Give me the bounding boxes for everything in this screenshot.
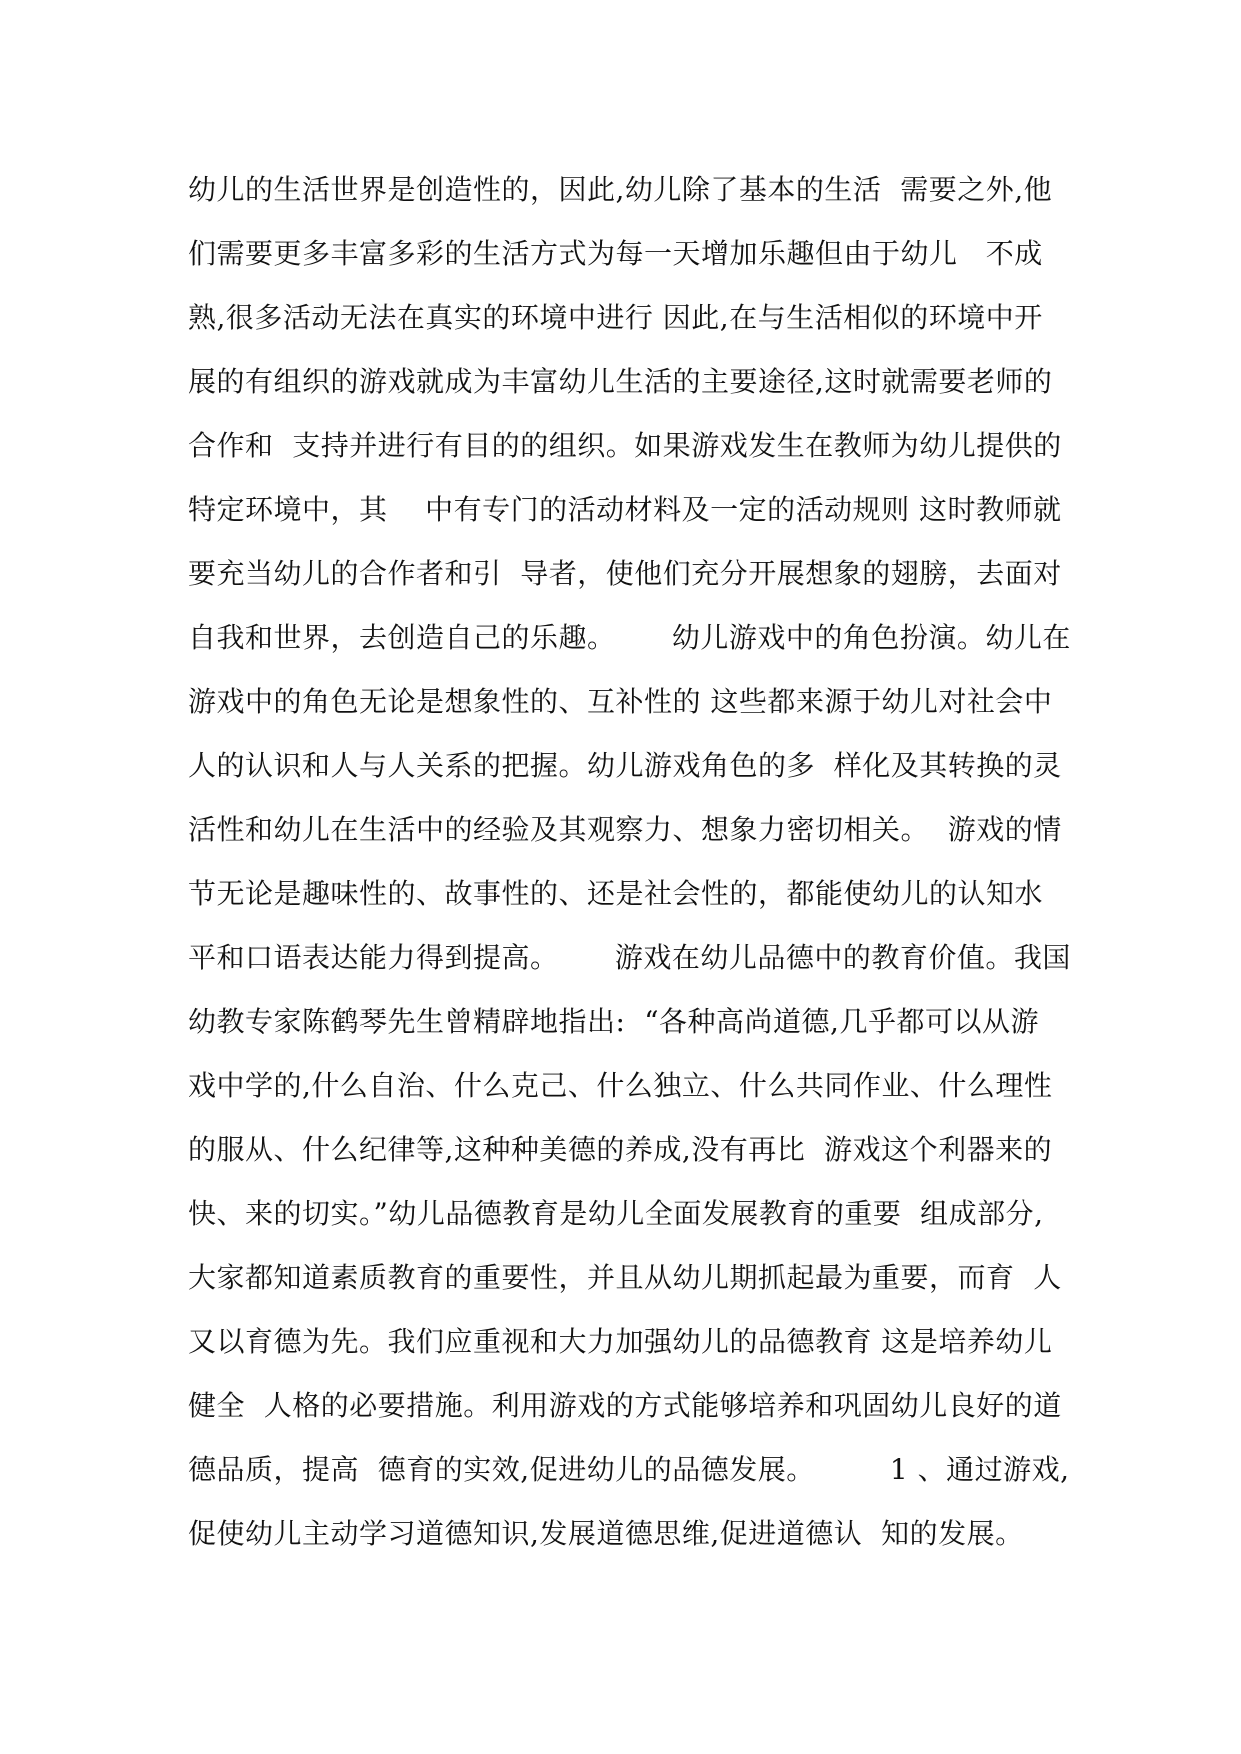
text-line: 大家都知道素质教育的重要性，并且从幼儿期抓起最为重要，而育 人 (188, 1261, 1062, 1294)
text-line: 幼儿的生活世界是创造性的，因此,幼儿除了基本的生活 需要之外,他 (188, 173, 1053, 206)
text-line: 人的认识和人与人关系的把握。幼儿游戏角色的多 样化及其转换的灵 (188, 749, 1062, 782)
text-line: 要充当幼儿的合作者和引 导者，使他们充分开展想象的翅膀，去面对 (188, 557, 1062, 590)
text-line: 又以育德为先。我们应重视和大力加强幼儿的品德教育 这是培养幼儿 (188, 1325, 1053, 1358)
text-line: 合作和 支持并进行有目的的组织。如果游戏发生在教师为幼儿提供的 (188, 429, 1062, 462)
text-line: 健全 人格的必要措施。利用游戏的方式能够培养和巩固幼儿良好的道 (188, 1389, 1062, 1422)
text-line: 德品质，提高 德育的实效,促进幼儿的品德发展。 1 、通过游戏, (188, 1453, 1070, 1486)
text-line: 的服从、什么纪律等,这种种美德的养成,没有再比 游戏这个利器来的 (188, 1133, 1053, 1166)
text-line: 节无论是趣味性的、故事性的、还是社会性的，都能使幼儿的认知水 (188, 877, 1044, 910)
text-line: 活性和幼儿在生活中的经验及其观察力、想象力密切相关。 游戏的情 (188, 813, 1062, 846)
text-line: 幼教专家陈鹤琴先生曾精辟地指出: “各种高尚道德,几乎都可以从游 (188, 1005, 1039, 1038)
body-text (188, 158, 1088, 1566)
text-line: 展的有组织的游戏就成为丰富幼儿生活的主要途径,这时就需要老师的 (188, 365, 1053, 398)
text-line: 快、来的切实。”幼儿品德教育是幼儿全面发展教育的重要 组成部分, (188, 1197, 1044, 1230)
text-line: 特定环境中，其 中有专门的活动材料及一定的活动规则 这时教师就 (188, 493, 1062, 526)
text-line: 熟,很多活动无法在真实的环境中进行 因此,在与生活相似的环境中开 (188, 301, 1043, 334)
text-line: 平和口语表达能力得到提高。 游戏在幼儿品德中的教育价值。我国 (188, 941, 1071, 974)
text-line: 自我和世界，去创造自己的乐趣。 幼儿游戏中的角色扮演。幼儿在 (188, 621, 1071, 654)
text-line: 促使幼儿主动学习道德知识,发展道德思维,促进道德认 知的发展。 (188, 1517, 1024, 1550)
text-line: 戏中学的,什么自治、什么克己、什么独立、什么共同作业、什么理性 (188, 1069, 1053, 1102)
text-line: 们需要更多丰富多彩的生活方式为每一天增加乐趣但由于幼儿 不成 (188, 237, 1043, 270)
text-line: 游戏中的角色无论是想象性的、互补性的 这些都来源于幼儿对社会中 (188, 685, 1053, 718)
